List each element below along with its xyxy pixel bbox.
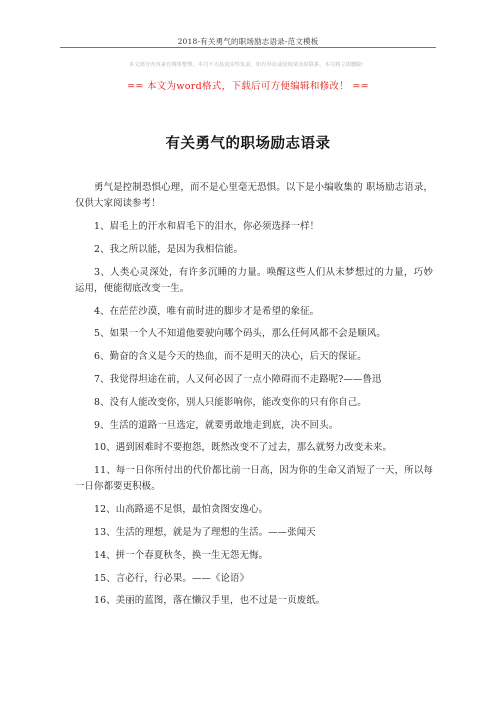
format-notice: == 本文为word格式，下载后可方便编辑和修改！ == — [127, 81, 369, 92]
quote-item: 13、生活的理想，就是为了理想的生活。——张闻天 — [94, 526, 316, 538]
quote-item: 9、生活的道路一旦选定，就要勇敢地走到底，决不回头。 — [94, 419, 339, 431]
quote-item: 3、人类心灵深处，有许多沉睡的力量。唤醒这些人们从未梦想过的力量，巧妙运用，便能彻底改变一生。 — [75, 266, 433, 294]
quote-item: 6、勤奋的含义是今天的热血，而不是明天的决心，后天的保证。 — [94, 351, 367, 363]
header-divider — [60, 47, 436, 48]
quote-item: 7、我觉得坦途在前，人又何必因了一点小障碍而不走路呢?——鲁迅 — [94, 373, 382, 385]
quote-item: 11、每一日你所付出的代价都比前一日高，因为你的生命又消短了一天，所以每一日你都要更积极。 — [75, 465, 433, 493]
quote-item: 12、山高路遥不足惧，最怕贪图安逸心。 — [94, 504, 269, 516]
quote-item: 8、没有人能改变你，别人只能影响你，能改变你的只有你自己。 — [94, 396, 367, 408]
article-title: 有关勇气的职场励志语录 — [165, 136, 331, 152]
document-header: 2018-有关勇气的职场励志语录-范文模板 — [177, 37, 319, 46]
quote-item: 14、拼一个春夏秋冬，换一生无怨无悔。 — [94, 549, 269, 561]
quote-item: 15、言必行，行必果。——《论语》 — [94, 572, 250, 584]
quote-item: 10、遇到困难时不要抱怨，既然改变不了过去，那么就努力改变未来。 — [94, 442, 392, 454]
quote-item: 5、如果一个人不知道他要驶向哪个码头，那么任何风都不会是顺风。 — [94, 328, 386, 340]
article-body — [75, 180, 433, 616]
quote-item: 1、眉毛上的汗水和眉毛下的泪水，你必须选择一样！ — [94, 221, 320, 232]
intro-paragraph: 勇气是控制恐惧心理，而不是心里毫无恐惧。以下是小编收集的 职场励志语录，仅供大家阅读参考！ — [75, 182, 433, 210]
quote-item: 16、美丽的蓝图，落在懒汉手里，也不过是一页废纸。 — [94, 595, 326, 607]
quote-item: 2、我之所以能，是因为我相信能。 — [94, 243, 243, 255]
quote-item: 4、在茫茫沙漠，唯有前时进的脚步才是希望的象征。 — [94, 305, 320, 317]
disclaimer-text: 本文部分内容来自网络整理，本司不为其真实性负责，如有异议或侵权请及时联系，本司将立即删除！ — [129, 62, 367, 68]
